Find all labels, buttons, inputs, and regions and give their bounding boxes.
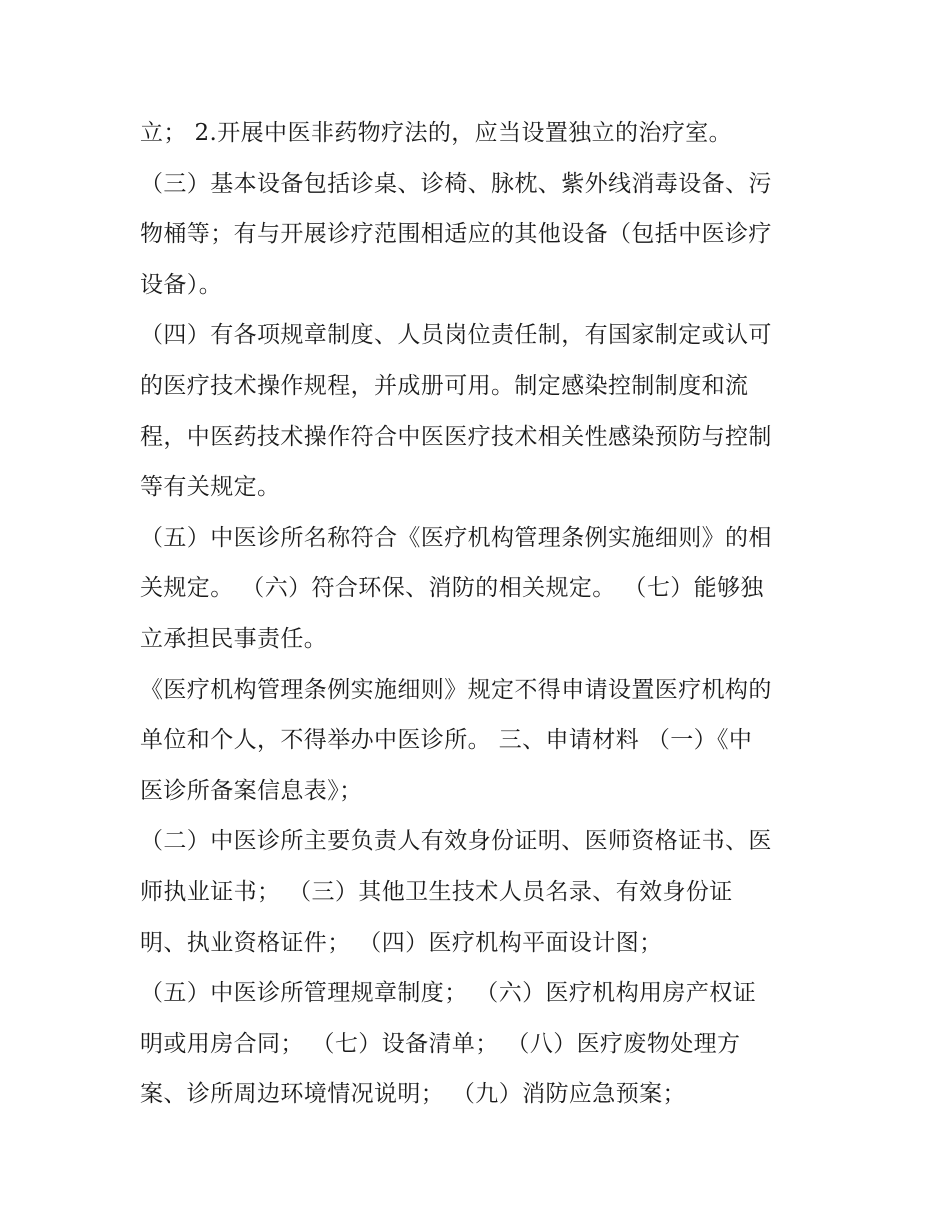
text-line-1: 立； 2.开展中医非药物疗法的，应当设置独立的治疗室。 — [140, 120, 733, 146]
document-body — [140, 108, 830, 1120]
text-line-7: 程，中医药技术操作符合中医医疗技术相关性感染预防与控制 — [140, 423, 772, 450]
text-line-4: 设备）。 — [140, 271, 223, 298]
text-line-19: 明或用房合同； （七）设备清单； （八）医疗废物处理方 — [140, 1030, 741, 1057]
text-line-11: 立承担民事责任。 — [140, 625, 328, 652]
text-line-8: 等有关规定。 — [140, 474, 281, 501]
text-line-12: 《医疗机构管理条例实施细则》规定不得申请设置医疗机构的 — [140, 676, 772, 703]
text-line-3: 物桶等；有与开展诊疗范围相适应的其他设备（包括中医诊疗 — [140, 221, 772, 248]
text-line-16: 师执业证书； （三）其他卫生技术人员名录、有效身份证 — [140, 878, 733, 905]
text-line-2: （三）基本设备包括诊桌、诊椅、脉枕、紫外线消毒设备、污 — [140, 170, 772, 197]
text-line-9: （五）中医诊所名称符合《医疗机构管理条例实施细则》的相 — [140, 524, 772, 551]
text-line-6: 的医疗技术操作规程，并成册可用。制定感染控制制度和流 — [140, 372, 749, 399]
text-line-20: 案、诊所周边环境情况说明； （九）消防应急预案； — [140, 1081, 686, 1108]
text-line-10: 关规定。 （六）符合环保、消防的相关规定。 （七）能够独 — [140, 575, 764, 602]
text-line-17: 明、执业资格证件； （四）医疗机构平面设计图； — [140, 929, 663, 956]
text-line-13: 单位和个人，不得举办中医诊所。 三、申请材料 （一）《中 — [140, 727, 753, 754]
text-line-18: （五）中医诊所管理规章制度； （六）医疗机构用房产权证 — [140, 980, 757, 1007]
text-line-5: （四）有各项规章制度、人员岗位责任制，有国家制定或认可 — [140, 322, 772, 349]
text-line-14: 医诊所备案信息表》； — [140, 777, 363, 804]
text-line-15: （二）中医诊所主要负责人有效身份证明、医师资格证书、医 — [140, 828, 772, 855]
